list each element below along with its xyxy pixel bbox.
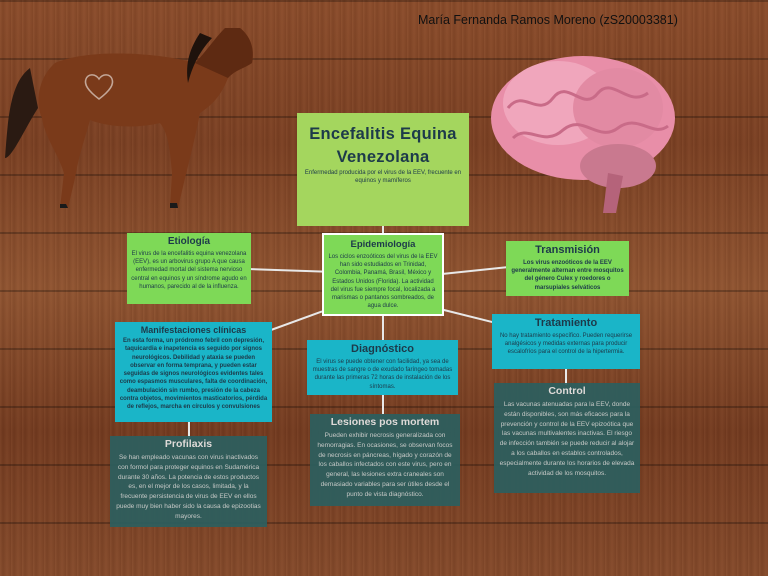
heart-outline-icon: [82, 72, 116, 102]
node-diagnostico-text: El virus se puede obtener con facilidad, ya sea de muestras de sangre o de exudado faríngeo tomadas durante las primeras 72 horas de instalación de los síntomas.: [312, 359, 453, 390]
node-manifestaciones: [115, 322, 272, 422]
connector-transmision: [442, 266, 508, 275]
central-title-box: [297, 113, 469, 226]
connector-epidemiologia-diagnostico: [382, 314, 384, 342]
node-lesiones-title: Lesiones pos mortem: [330, 416, 440, 428]
node-transmision: [506, 241, 629, 296]
node-transmision-text: Los virus enzoóticos de la EEV generalmente alternan entre mosquitos del género Culex y roedores o marsupiales selváticos: [511, 260, 624, 291]
node-epidemiologia: [322, 233, 444, 316]
node-profilaxis-text: Se han empleado vacunas con virus inactivados con formol para proteger equinos en Sudamérica durante 30 años. La potencia de estos productos es, en el mejor de los casos, limitada, y la frecuente persistencia de virus de EEV en ellos puede muy bien haber sido la causa de epizootias mayores.: [116, 454, 261, 520]
node-lesiones-text: Pueden exhibir necrosis generalizada con hemorragias. En ocasiones, se observan focos de necrosis en páncreas, hígado y corazón de los caballos infectados con este virus, pero en general, las lesiones extra craneales son demasiado variables para ser útiles desde el punto de vista diagnóstico.: [317, 432, 453, 498]
node-diagnostico: [307, 340, 458, 395]
node-lesiones: [310, 414, 460, 506]
page-subtitle: Enfermedad producida por el virus de la EEV, frecuente en equinos y mamíferos: [304, 170, 462, 185]
connector-diagnostico-lesiones: [382, 394, 384, 414]
author-name: María Fernanda Ramos Moreno (zS20003381): [418, 13, 678, 27]
node-transmision-title: Transmisión: [535, 244, 600, 256]
node-tratamiento-text: No hay tratamiento específico. Pueden requerirse analgésicos y medidas externas para producir escalofríos para el control de la hipertermia.: [499, 333, 633, 356]
node-manifestaciones-text: En esta forma, un pródromo febril con depresión, taquicardia e inapetencia es seguido por signos neurológicos. Debilidad y ataxia se pueden observar en forma temprana, y pueden estar seguidas de signos neurológicos evidentes tales como espasmos musculares, falta de coordinación, deambulación sin rumbo, presión de la cabeza contra objetos, movimientos masticatorios, pérdida de reflejos, marcha en círculos y convulsiones: [119, 338, 268, 411]
node-control-text: Las vacunas atenuadas para la EEV, donde están disponibles, son más eficaces para la prevención y control de la EEV epizoótica que las vacunas multivalentes inactivas. El riesgo de infección también se puede reducir al alojar a los caballos en establos controlados, especialmente durante los horarios de elevada actividad de los mosquitos.: [499, 401, 635, 477]
node-profilaxis-title: Profilaxis: [164, 438, 213, 450]
page-title: Encefalitis Equina Venezolana: [309, 125, 457, 166]
node-control-title: Control: [548, 385, 586, 397]
brain-illustration: [488, 48, 680, 216]
horse-illustration: [0, 8, 265, 213]
node-tratamiento: [492, 314, 640, 369]
node-epidemiologia-title: Epidemiología: [350, 239, 416, 250]
node-tratamiento-title: Tratamiento: [534, 317, 598, 329]
node-control: [494, 383, 640, 493]
connector-tratamiento: [440, 308, 495, 323]
node-etiologia-text: El virus de la encefalitis equina venezolana (EEV), es un arbovirus grupo A que causa enfermedad mortal del sistema nervioso central en equinos y un síndrome agudo en humanos, parecido al de la influenza.: [131, 251, 247, 290]
node-epidemiologia-text: Los ciclos enzoóticos del virus de la EEV han sido estudiados en Trinidad, Colombia, Panamá, Brasil, México y Estados Unidos (Florida). La actividad del virus fue siempre focal, localizada a marismas o pantanos sombreados, de agua dulce.: [328, 254, 438, 310]
node-manifestaciones-title: Manifestaciones clínicas: [140, 325, 247, 335]
node-diagnostico-title: Diagnóstico: [351, 343, 414, 355]
node-profilaxis: [110, 436, 267, 527]
connector-etiologia: [248, 268, 324, 273]
node-etiologia-title: Etiología: [167, 236, 211, 247]
node-etiologia: [127, 233, 251, 304]
